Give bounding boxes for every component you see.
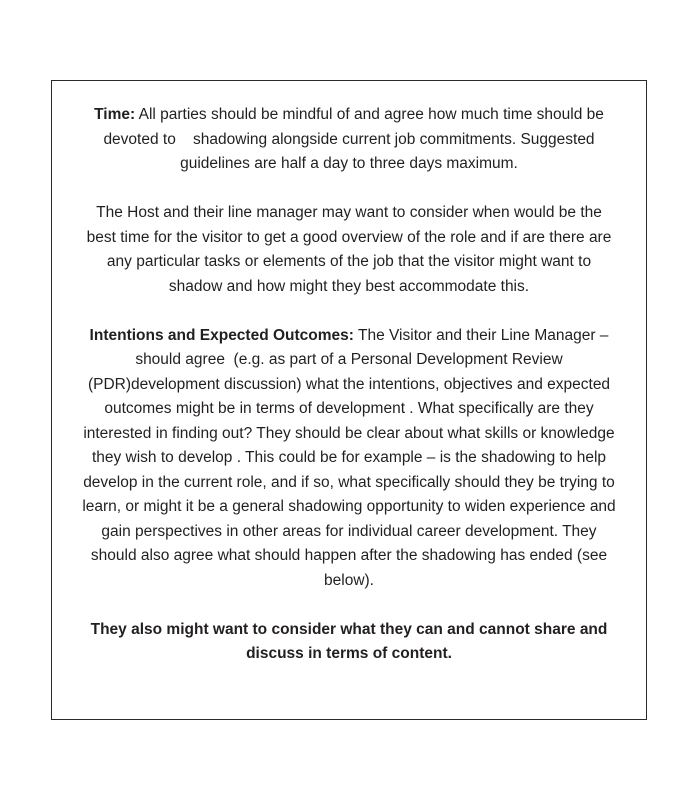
time-paragraph — [82, 103, 616, 177]
time-text: All parties should be mindful of and agree how much time should be devoted to shadowing alongside current job commitments. Suggested guidelines are half a day to three days maximum. — [103, 106, 604, 172]
host-paragraph: The Host and their line manager may want to consider when would be the best time for the visitor to get a good overview of the role and if are there are any particular tasks or elements of the job that the visitor might want to shadow and how might they best accommodate this. — [86, 204, 612, 295]
intentions-text: The Visitor and their Line Manager – should agree (e.g. as part of a Personal Development Review (PDR)development discussion) what the intentions, objectives and expected outcomes might be in terms of development . What specifically are they interested in finding out? They should be clear about what skills or knowledge they wish to develop . This could be for example – is the shadowing to help develop in the current role, and if so, what specifically should they be trying to learn, or might it be a general shadowing opportunity to widen experience and gain perspectives in other areas for individual career development. They should also agree what should happen after the shadowing has ended (see below). — [82, 326, 616, 589]
guidance-box — [51, 80, 647, 720]
time-heading: Time: — [94, 106, 136, 123]
closing-note-text: They also might want to consider what they can and cannot share and discuss in terms of content. — [90, 620, 608, 662]
intentions-paragraph — [82, 324, 616, 594]
closing-note — [82, 618, 616, 667]
guidance-content — [82, 103, 616, 667]
intentions-heading: Intentions and Expected Outcomes: — [89, 326, 354, 344]
